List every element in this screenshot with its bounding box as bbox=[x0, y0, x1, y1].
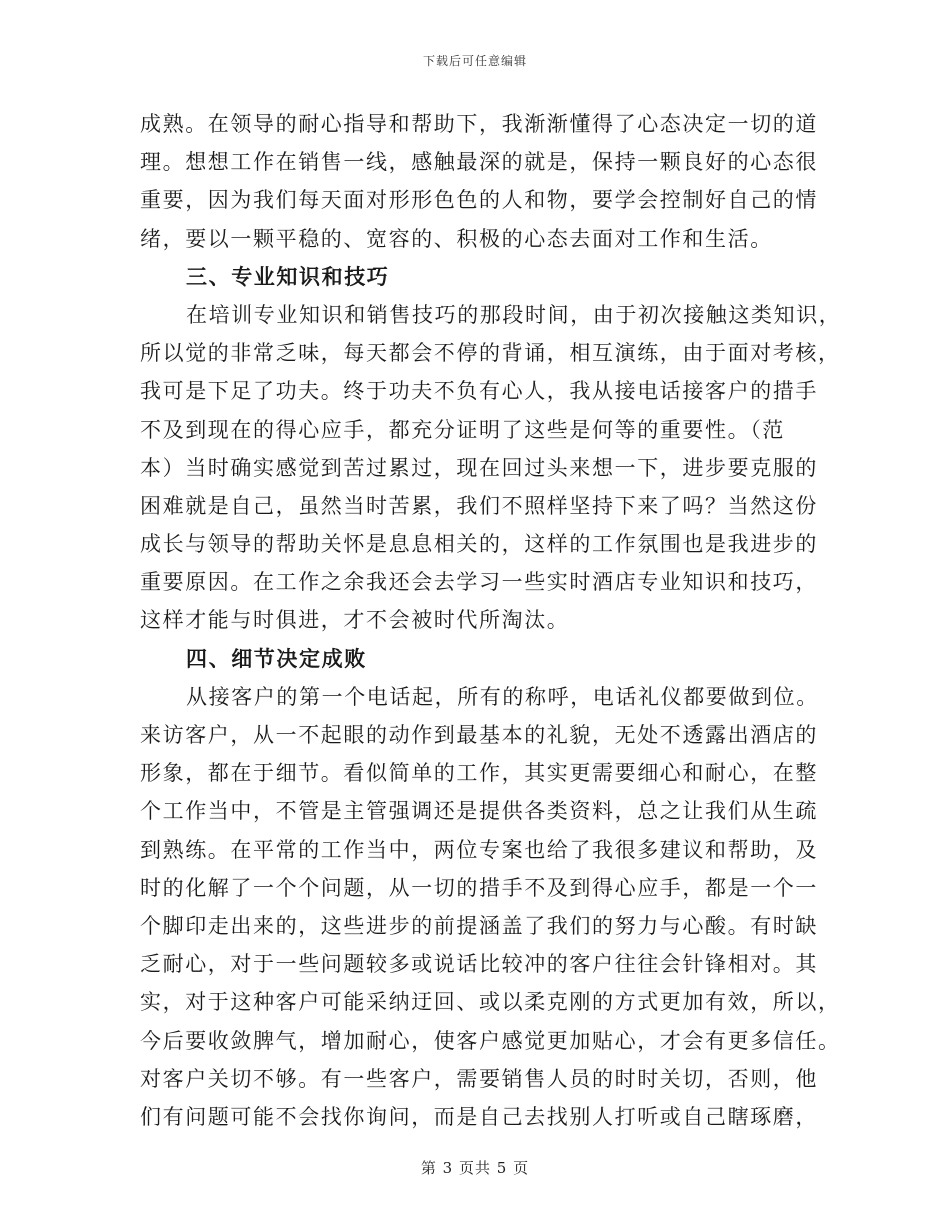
paragraph-line: 实，对于这种客户可能采纳迂回、或以柔克刚的方式更加有效，所以， bbox=[140, 990, 841, 1015]
paragraph-line: 今后要收敛脾气，增加耐心，使客户感觉更加贴心，才会有更多信任。 bbox=[140, 1028, 841, 1053]
paragraph-line: 重要原因。在工作之余我还会去学习一些实时酒店专业知识和技巧， bbox=[140, 570, 818, 595]
paragraph-line: 到熟练。在平常的工作当中，两位专案也给了我很多建议和帮助，及 bbox=[140, 837, 818, 862]
paragraph-line: 不及到现在的得心应手，都充分证明了这些是何等的重要性。（范 bbox=[140, 417, 785, 442]
paragraph-line: 形象，都在于细节。看似简单的工作，其实更需要细心和耐心，在整 bbox=[140, 761, 818, 786]
paragraph-line: 本）当时确实感觉到苦过累过，现在回过头来想一下，进步要克服的 bbox=[140, 455, 818, 480]
page-header: 下载后可任意编辑 bbox=[422, 54, 527, 68]
paragraph-line: 成熟。在领导的耐心指导和帮助下，我渐渐懂得了心态决定一切的道 bbox=[140, 112, 818, 136]
paragraph-line: 乏耐心，对于一些问题较多或说话比较冲的客户往往会针锋相对。其 bbox=[140, 952, 818, 977]
paragraph-line: 来访客户，从一不起眼的动作到最基本的礼貌，无处不透露出酒店的 bbox=[140, 723, 818, 747]
paragraph-line: 理。想想工作在销售一线，感触最深的就是，保持一颗良好的心态很 bbox=[140, 150, 818, 175]
section-heading-4: 四、细节决定成败 bbox=[186, 645, 367, 671]
paragraph-line: 时的化解了一个个问题，从一切的措手不及到得心应手，都是一个一 bbox=[140, 875, 818, 900]
paragraph-line: 从接客户的第一个电话起，所有的称呼，电话礼仪都要做到位。 bbox=[186, 684, 819, 709]
paragraph-line: 这样才能与时俱进，才不会被时代所淘汰。 bbox=[140, 608, 570, 633]
paragraph-line: 个脚印走出来的，这些进步的前提涵盖了我们的努力与心酸。有时缺 bbox=[140, 913, 818, 938]
paragraph-line: 对客户关切不够。有一些客户，需要销售人员的时时关切，否则，他 bbox=[140, 1066, 818, 1091]
paragraph-line: 重要，因为我们每天面对形形色色的人和物，要学会控制好自己的情 bbox=[140, 188, 818, 213]
body-text bbox=[140, 105, 842, 1136]
paragraph-line: 成长与领导的帮助关怀是息息相关的，这样的工作氛围也是我进步的 bbox=[140, 532, 818, 557]
paragraph-line: 困难就是自己，虽然当时苦累，我们不照样坚持下来了吗？当然这份 bbox=[140, 493, 818, 518]
paragraph-line: 绪，要以一颗平稳的、宽容的、积极的心态去面对工作和生活。 bbox=[140, 226, 773, 251]
paragraph-line: 所以觉的非常乏味，每天都会不停的背诵，相互演练，由于面对考核， bbox=[140, 341, 841, 366]
page-footer: 第 3 页共 5 页 bbox=[420, 1159, 530, 1177]
section-heading-3: 三、专业知识和技巧 bbox=[186, 263, 390, 289]
paragraph-line: 个工作当中，不管是主管强调还是提供各类资料，总之让我们从生疏 bbox=[140, 799, 818, 824]
paragraph-line: 我可是下足了功夫。终于功夫不负有心人，我从接电话接客户的措手 bbox=[140, 379, 818, 404]
paragraph-line: 在培训专业知识和销售技巧的那段时间，由于初次接触这类知识， bbox=[186, 302, 842, 327]
paragraph-line: 们有问题可能不会找你询问，而是自己去找别人打听或自己瞎琢磨， bbox=[140, 1104, 818, 1129]
